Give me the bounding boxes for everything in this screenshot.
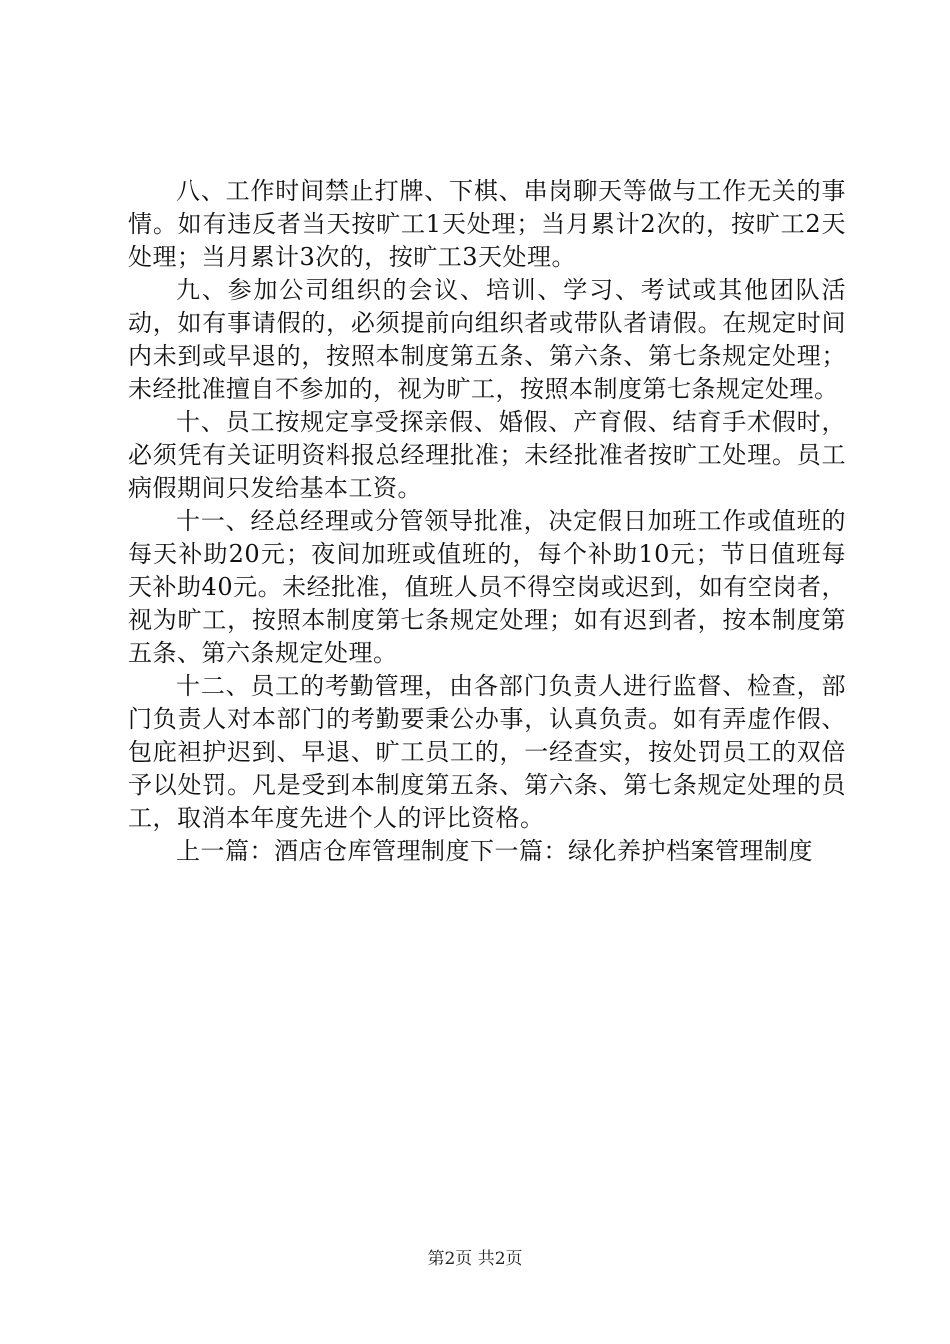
page-number-footer: 第2页 共2页 bbox=[427, 1249, 523, 1269]
paragraph-12: 十二、员工的考勤管理，由各部门负责人进行监督、检查，部门负责人对本部门的考勤要秉公办事，认真负责。如有弄虚作假、包庇袒护迟到、早退、旷工员工的，一经查实，按处罚员工的双倍予以处罚。凡是受到本制度第五条、第六条、第七条规定处理的员工，取消本年度先进个人的评比资格。 bbox=[128, 672, 846, 832]
article-navigation bbox=[128, 835, 846, 868]
paragraph-10: 十、员工按规定享受探亲假、婚假、产育假、结育手术假时，必须凭有关证明资料报总经理批准；未经批准者按旷工处理。员工病假期间只发给基本工资。 bbox=[128, 408, 846, 502]
paragraph-9: 九、参加公司组织的会议、培训、学习、考试或其他团队活动，如有事请假的，必须提前向组织者或带队者请假。在规定时间内未到或早退的，按照本制度第五条、第六条、第七条规定处理；未经批准擅自不参加的，视为旷工，按照本制度第七条规定处理。 bbox=[128, 276, 846, 403]
paragraph-8: 八、工作时间禁止打牌、下棋、串岗聊天等做与工作无关的事情。如有违反者当天按旷工1天处理；当月累计2次的，按旷工2天处理；当月累计3次的，按旷工3天处理。 bbox=[128, 177, 846, 271]
next-label: 下一篇： bbox=[470, 837, 568, 865]
prev-article-link[interactable]: 酒店仓库管理制度 bbox=[274, 837, 470, 865]
paragraph-11: 十一、经总经理或分管领导批准，决定假日加班工作或值班的每天补助20元；夜间加班或值班的，每个补助10元；节日值班每天补助40元。未经批准，值班人员不得空岗或迟到，如有空岗者，视为旷工，按照本制度第七条规定处理；如有迟到者，按本制度第五条、第六条规定处理。 bbox=[128, 507, 846, 667]
document-body bbox=[128, 175, 846, 868]
prev-label: 上一篇： bbox=[176, 837, 274, 865]
next-article-link[interactable]: 绿化养护档案管理制度 bbox=[568, 837, 813, 865]
